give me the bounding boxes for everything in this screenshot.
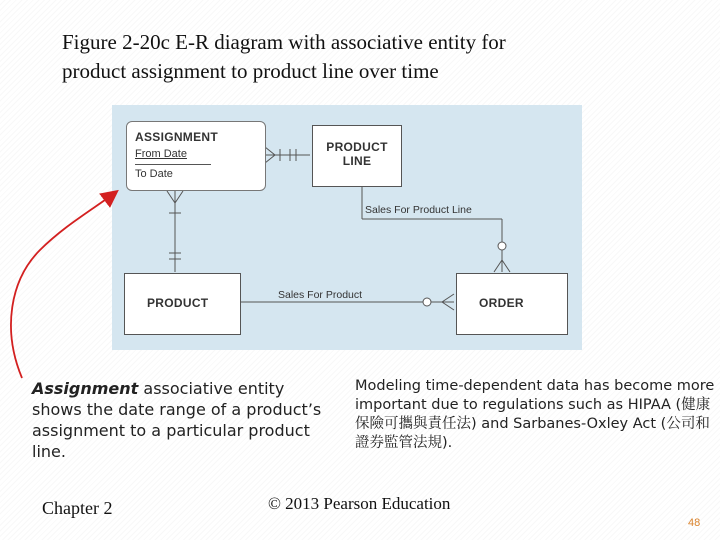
relationship-label-sales-for-product: Sales For Product [278,289,363,301]
arrow-path [11,192,116,378]
title-line-1: Figure 2-20c E-R diagram with associative entity for [62,30,506,54]
footer-chapter: Chapter 2 [42,498,113,518]
footer-copyright: © 2013 Pearson Education [268,494,451,513]
caption-left [32,378,332,462]
assignment-attr-from-date: From Date [135,148,187,160]
product-line-name-1: PRODUCT [326,140,388,154]
page-number: 48 [688,517,701,529]
caption-right: Modeling time-dependent data has become more important due to regulations such as HIPAA (健康保險可攜與責任法) and Sarbanes-Oxley Act (公司和證券監管法規). [355,378,715,451]
title-line-2: product assignment to product line over time [62,59,439,83]
order-name: ORDER [479,296,524,310]
product-name: PRODUCT [147,296,209,310]
assignment-name: ASSIGNMENT [135,130,219,144]
product-line-name-2: LINE [342,154,372,168]
caption-left-text: associative entity shows the date range of a product’s assignment to a particular product line. [32,379,322,461]
caption-left-term: Assignment [32,379,139,398]
relationship-label-sales-for-product-line: Sales For Product Line [365,204,472,216]
assignment-attr-to-date: To Date [135,168,173,180]
